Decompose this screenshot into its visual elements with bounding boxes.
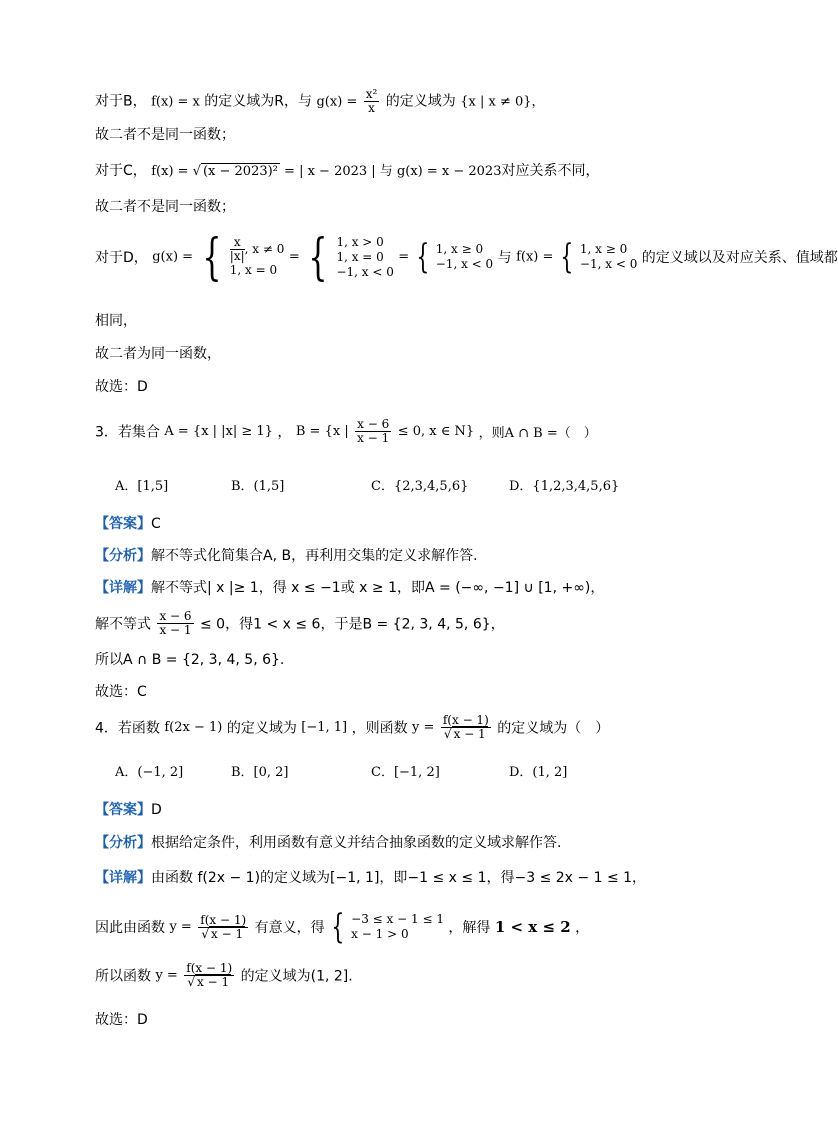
text: 的定义域以及对应关系、值域都	[641, 250, 838, 266]
fraction: $\frac{\text{x²}}{x}$	[365, 87, 378, 115]
option-a: A．[1,5]	[115, 479, 169, 494]
line-option-d: 对于D， g(x) = { $\frac{x}{|x|}$ , x ≠ 0 1, x = 0 = { 1, x > 0 1, x = 0 −1, x < 0 = { 1, x ≥ 0 −1, x < 0 与 f(x) = { 1, x ≥ 0 −1, x < 0 的定义域以及对应关系、值域都	[95, 228, 838, 286]
option-c: C．{2,3,4,5,6}	[371, 479, 469, 494]
analysis-line: 【分析】根据给定条件，利用函数有意义并结合抽象函数的定义域求解作答.	[95, 835, 562, 851]
text: 3．若集合	[95, 424, 160, 441]
line	[95, 344, 221, 364]
choice-line: 故选：C	[95, 684, 147, 700]
cases: 1, x > 0 1, x = 0 −1, x < 0	[336, 234, 394, 279]
text: 的定义域为	[385, 93, 456, 110]
formula: A = {x | |x| ≥ 1}	[164, 424, 273, 439]
answer-line: 【答案】D	[95, 802, 162, 818]
text: 对应关系不同，	[501, 163, 600, 179]
detail-line-2: 因此由函数 y = $\frac{f(x - 1)}{√ x - 1}$ 有意义，得 { −3 ≤ x − 1 ≤ 1 x − 1 > 0 ，解得 1 < x ≤ 2 ，	[95, 907, 590, 947]
question-4-stem: 4．若函数 f(2x − 1) 的定义域为 [−1, 1] ，则函数 y = $\frac{f(x - 1)}{√ x - 1}$ 的定义域为（ ）	[95, 713, 610, 741]
formula: f(x) =	[516, 249, 554, 265]
line-option-b	[95, 88, 545, 115]
detail-line: 【详解】解不等式| x |≥ 1，得 x ≤ −1或 x ≥ 1，即A = (−∞, −1] ∪ [1, +∞)，	[95, 580, 605, 596]
fraction: $\frac{x - 6}{x - 1}$	[159, 609, 192, 637]
formula: g(x) = x − 2023	[396, 164, 502, 179]
formula: {x | x ≠ 0}，	[460, 94, 545, 110]
option-b: B．(1,5]	[231, 479, 285, 494]
text: 故二者不是同一函数；	[95, 127, 235, 143]
text: ，则A ∩ B =（ ）	[478, 426, 597, 441]
text: 故选：D	[95, 379, 148, 395]
text: 故二者为同一函数，	[95, 346, 221, 362]
formula: = | x − 2023 | 与	[279, 164, 397, 179]
choice-line: 故选：D	[95, 1012, 148, 1028]
formula: B = {x |	[295, 424, 349, 439]
line	[95, 197, 235, 217]
cases: $\frac{x}{|x|}$ , x ≠ 0 1, x = 0	[229, 235, 285, 277]
cases: 1, x ≥ 0 −1, x < 0	[579, 242, 638, 271]
radicand: (x − 2023)²	[202, 164, 278, 179]
detail-line-3: 所以函数 y = $\frac{f(x - 1)}{√ x - 1}$ 的定义域为(1, 2].	[95, 961, 353, 989]
option-b: B．[0, 2]	[231, 765, 289, 780]
formula: f(x) = √	[151, 164, 201, 179]
line	[95, 311, 137, 331]
fraction: $\frac{f(x - 1)}{√ x - 1}$	[442, 713, 489, 741]
fraction: $\frac{f(x - 1)}{√ x - 1}$	[200, 912, 247, 941]
detail-line: 【详解】由函数 f(2x − 1)的定义域为[−1, 1]，即−1 ≤ x ≤ 1，得−3 ≤ 2x − 1 ≤ 1，	[95, 870, 647, 886]
option-a: A．(−1, 2]	[115, 765, 184, 780]
option-c: C．[−1, 2]	[371, 765, 440, 780]
text: 对于B，	[95, 93, 147, 110]
line	[95, 125, 235, 145]
formula: f(x) = x	[151, 94, 200, 110]
text: 故二者不是同一函数；	[95, 199, 235, 215]
fraction: $\frac{x - 6}{x - 1}$	[357, 417, 390, 445]
text: 对于D，	[95, 250, 148, 266]
text: 相同，	[95, 313, 137, 329]
formula: g(x) =	[316, 94, 358, 110]
cases: −3 ≤ x − 1 ≤ 1 x − 1 > 0	[351, 912, 444, 941]
option-d: D．(1, 2]	[509, 765, 568, 780]
text: 与	[497, 250, 512, 266]
line-option-c	[95, 161, 599, 182]
formula: ≤ 0, x ∈ N}	[397, 424, 475, 439]
text: 的定义域为R，与	[204, 93, 313, 110]
formula: g(x) =	[152, 249, 194, 265]
analysis-line: 【分析】解不等式化简集合A, B，再利用交集的定义求解作答.	[95, 548, 478, 564]
fraction: $\frac{f(x - 1)}{√ x - 1}$	[186, 961, 233, 989]
option-d: D．{1,2,3,4,5,6}	[509, 479, 620, 494]
cases: 1, x ≥ 0 −1, x < 0	[435, 242, 494, 271]
detail-line-2: 解不等式 $\frac{x - 6}{x - 1}$ ≤ 0，得1 < x ≤ 6，于是B = {2, 3, 4, 5, 6}，	[95, 609, 505, 637]
detail-line-3: 所以A ∩ B = {2, 3, 4, 5, 6}.	[95, 652, 285, 668]
answer-line: 【答案】C	[95, 516, 161, 532]
question-3-stem: 3．若集合 A = {x | |x| ≥ 1} ， B = {x | $\frac{x - 6}{x - 1}$ ≤ 0, x ∈ N} ，则A ∩ B =（ ）	[95, 417, 597, 445]
text: 对于C，	[95, 163, 147, 179]
line	[95, 377, 148, 397]
